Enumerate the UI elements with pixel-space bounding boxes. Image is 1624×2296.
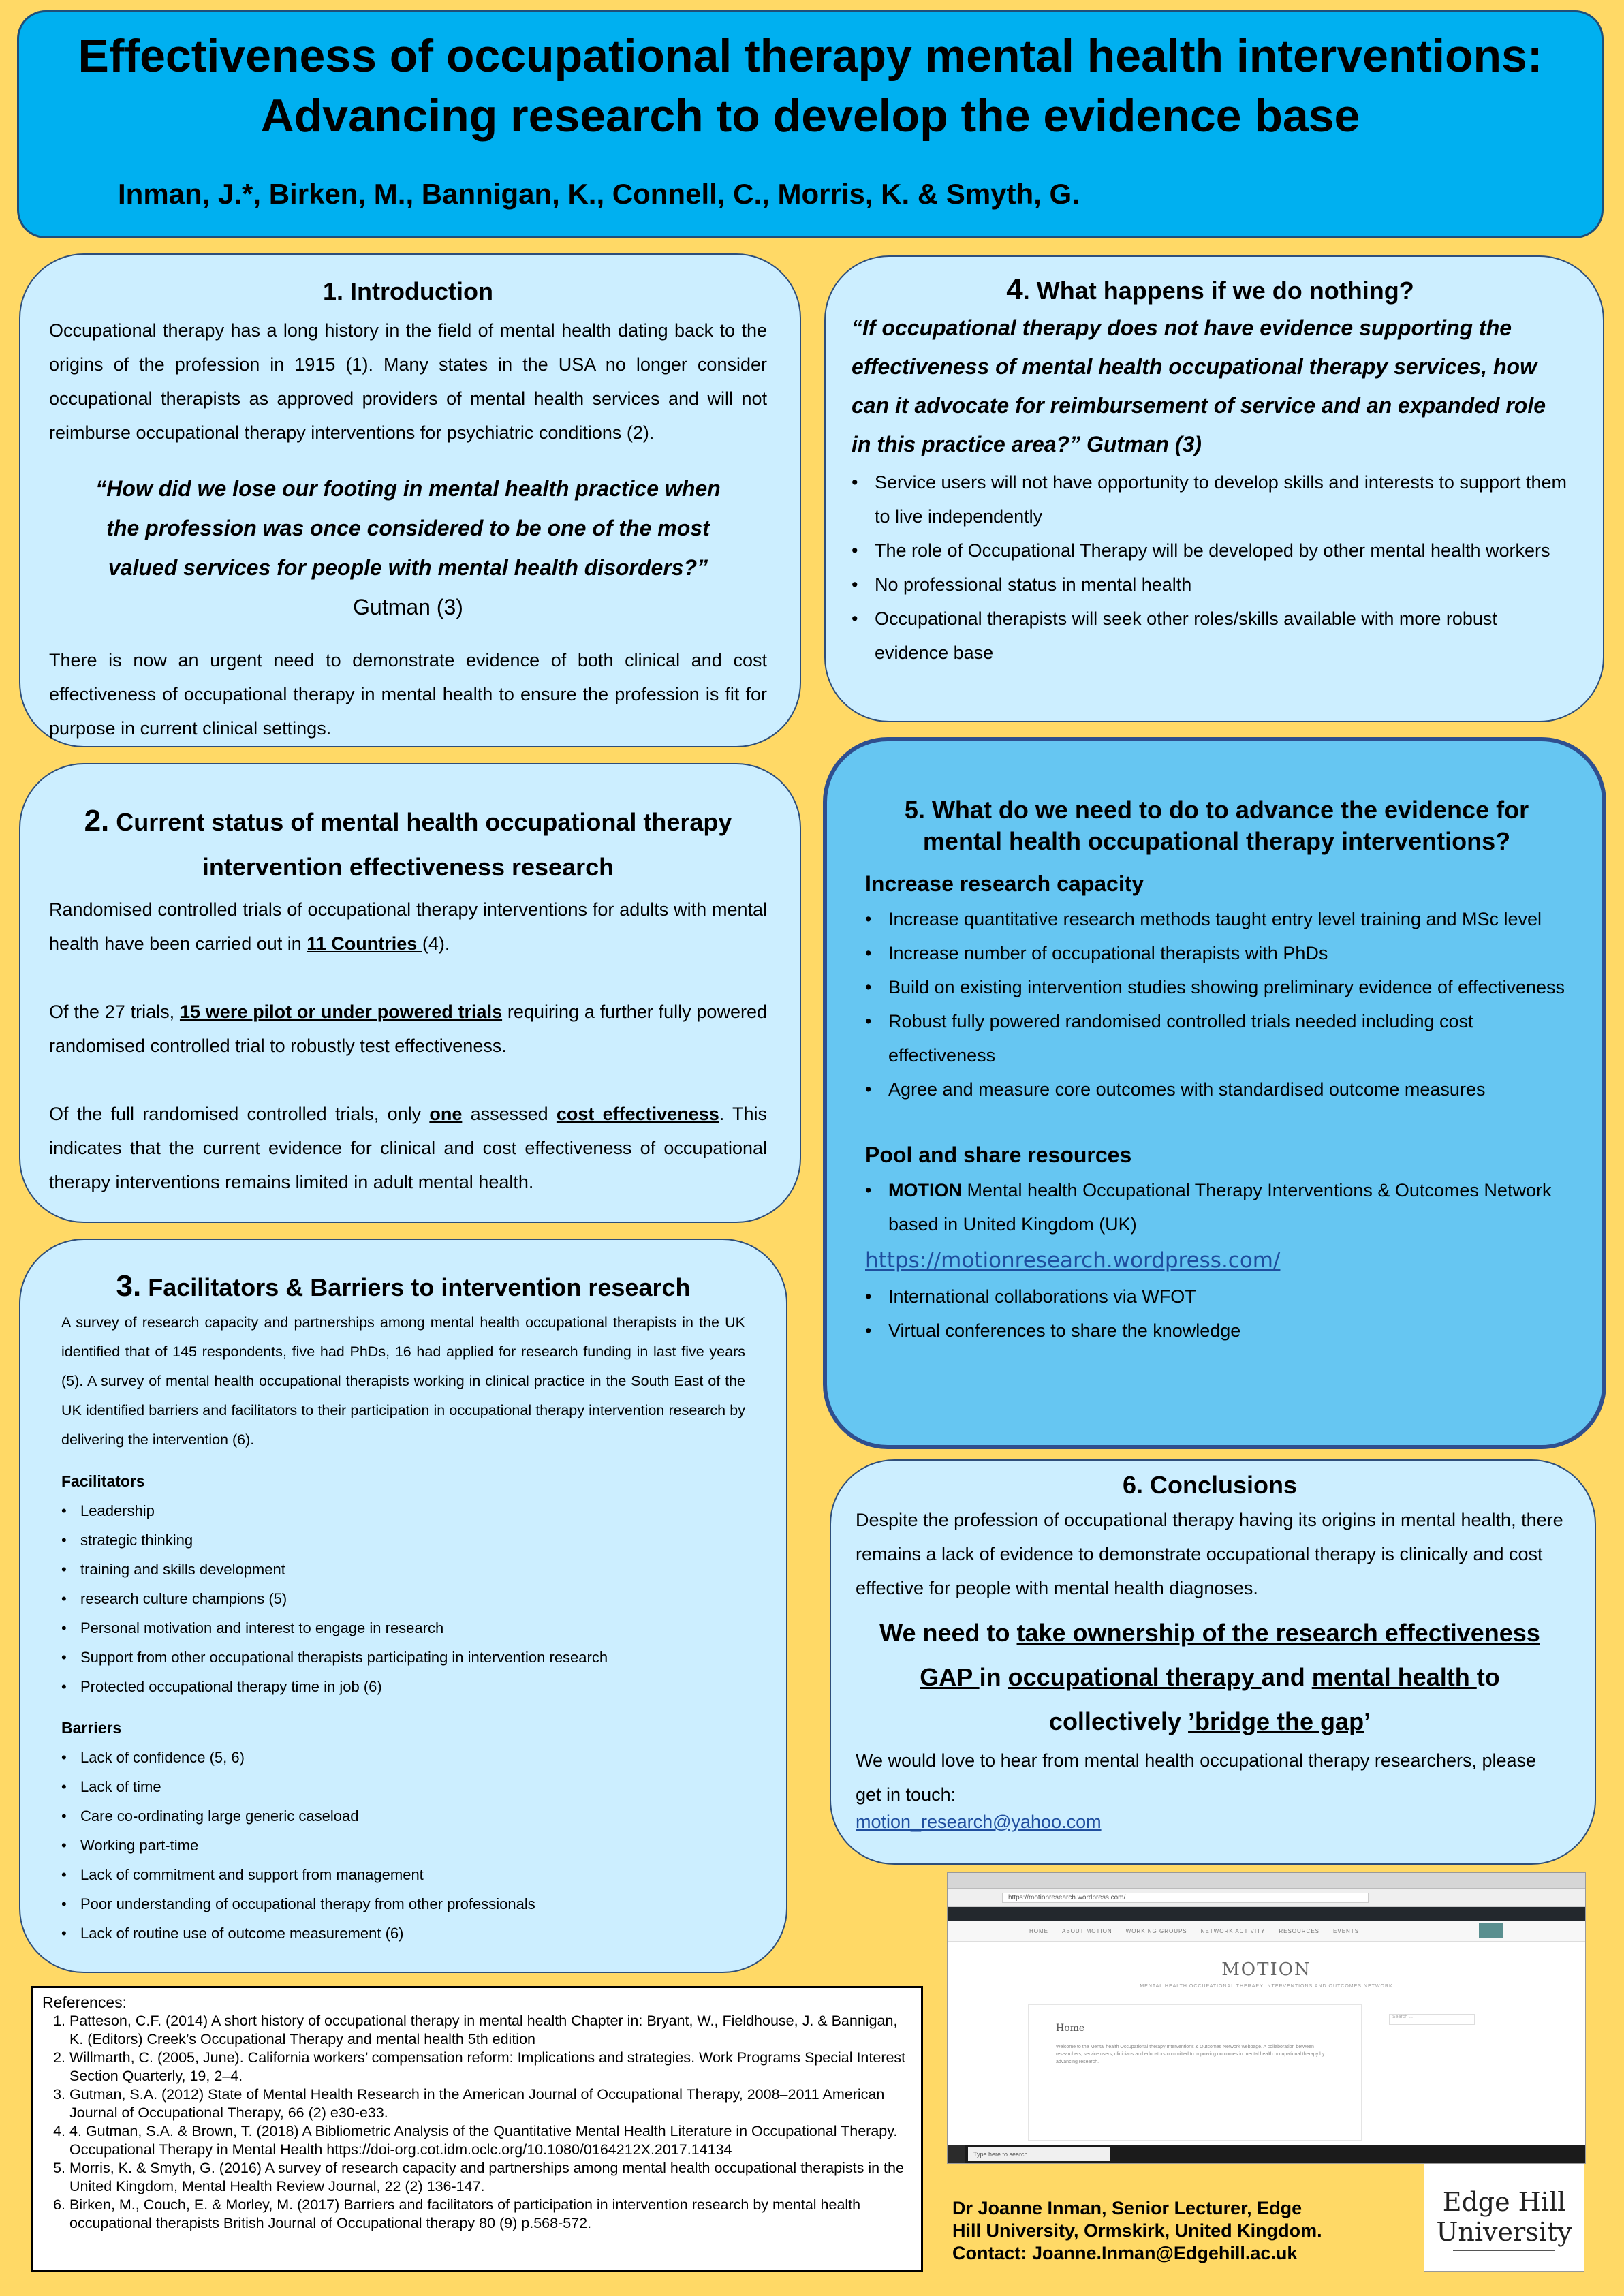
authors: Inman, J.*, Birken, M., Bannigan, K., Connell, C., Morris, K. & Smyth, G. [118, 178, 1080, 210]
list-item: • Agree and measure core outcomes with standardised outcome measures [865, 1072, 1568, 1106]
panel-facilitators-barriers [19, 1239, 787, 1973]
status-paragraph-1: Randomised controlled trials of occupational therapy interventions for adults with mental health have been carried out in 11 Countries (4). [49, 899, 767, 954]
list-item: • No professional status in mental health [852, 568, 1569, 602]
list-item: • Lack of commitment and support from management [61, 1860, 745, 1889]
list-item: • strategic thinking [61, 1525, 745, 1555]
list-item: • Lack of time [61, 1772, 745, 1801]
references-box [31, 1986, 923, 2272]
list-item: • Robust fully powered randomised controlled trials needed including cost effectiveness [865, 1004, 1568, 1072]
contact-email-link[interactable]: motion_research@yahoo.com [856, 1812, 1102, 1832]
list-item: • Lack of confidence (5, 6) [61, 1743, 745, 1772]
list-item: • research culture champions (5) [61, 1584, 745, 1613]
list-item: • training and skills development [61, 1555, 745, 1584]
list-item: • Leadership [61, 1496, 745, 1525]
panel-conclusions [830, 1459, 1596, 1865]
browser-tabbar [948, 1873, 1585, 1889]
introduction-quote: “How did we lose our footing in mental health practice when the profession was once considered to be one of the most valued services for people with mental health disorders?” Gutman (3) [95, 476, 721, 619]
list-item: 2. Willmarth, C. (2005, June). California workers’ compensation reform: Implications and strategies. Work Programs Special Interest Section Quarterly, 19, 2–4. [69, 2049, 911, 2085]
status-paragraph-3: Of the full randomised controlled trials, only one assessed cost effectiveness. This indicates that the current evidence for clinical and cost effectiveness of occupational therapy interventions remains limited in adult mental health. [49, 1104, 767, 1192]
conclusions-title: 6. Conclusions [1122, 1471, 1298, 1499]
list-item: • Build on existing intervention studies showing preliminary evidence of effectiveness [865, 970, 1568, 1004]
list-item: • Care co-ordinating large generic caseload [61, 1801, 745, 1831]
current-status-title: 2. Current status of mental health occupational therapy intervention effectiveness research [84, 804, 732, 881]
list-item: 4. 4. Gutman, S.A. & Brown, T. (2018) A Bibliometric Analysis of the Quantitative Mental Health Literature in Occupational Therapy. Occupational Therapy in Mental Health https://doi-org.cot.idm.oclc.org/10.1080/0164212X.2017.14134 [69, 2122, 911, 2159]
windows-start-icon[interactable] [948, 2145, 965, 2163]
introduction-text: Occupational therapy has a long history in the field of mental health dating back to the origins of the profession in 1915 (1). Many states in the USA no longer consider occupational therapists as approved providers of mental health services and will not reimburse occupational therapy interventions for psychiatric conditions (2). [49, 320, 767, 443]
home-heading: Home [1056, 2023, 1085, 2034]
facilitators-barriers-title: 3. Facilitators & Barriers to intervention research [116, 1269, 691, 1303]
panel-introduction [19, 253, 801, 747]
site-nav-item[interactable]: HOME [1029, 1927, 1048, 1934]
contact-line: Hill University, Ormskirk, United Kingdom. [952, 2220, 1322, 2241]
list-item: • The role of Occupational Therapy will be developed by other mental health workers [852, 533, 1569, 568]
list-item: • Increase quantitative research methods taught entry level training and MSc level [865, 902, 1568, 936]
home-content-card [1028, 2004, 1362, 2141]
website-screenshot [947, 1872, 1586, 2164]
taskbar-search[interactable]: Type here to search [968, 2147, 1110, 2161]
poster-title: Effectiveness of occupational therapy mental health interventions: Advancing research to develop the evidence base [78, 30, 1543, 142]
list-item: • MOTION Mental health Occupational Therapy Interventions & Outcomes Network based in United Kingdom (UK) [865, 1173, 1568, 1241]
do-nothing-title: 4. What happens if we do nothing? [1006, 273, 1414, 306]
pool-resources-list [865, 1173, 1568, 1241]
references-list [42, 2012, 911, 2233]
search-icon[interactable] [1479, 1923, 1503, 1938]
home-text: Welcome to the Mental health Occupational therapy Interventions & Outcomes Network webpage. A collaboration between researchers, service users, clinicians and educators committed to improving outcomes in mental health occupational therapy by advancing research. [1056, 2045, 1325, 2064]
facilitators-intro: A survey of research capacity and partnerships among mental health occupational therapists in the UK identified that of 145 respondents, five had PhDs, 16 had applied for research funding in last five years (5). A survey of mental health occupational therapists working in clinical practice in the South East of the UK identified barriers and facilitators to their participation in occupational therapy intervention research by delivering the intervention (6). [61, 1314, 745, 1448]
site-nav-item[interactable]: RESOURCES [1279, 1927, 1320, 1934]
contact-line: Dr Joanne Inman, Senior Lecturer, Edge [952, 2198, 1302, 2218]
site-nav [948, 1921, 1585, 1942]
motion-website-link[interactable]: https://motionresearch.wordpress.com/ [865, 1248, 1281, 1273]
status-paragraph-2: Of the 27 trials, 15 were pilot or under powered trials requiring a further fully powered randomised controlled trial to robustly test effectiveness. [49, 1002, 767, 1056]
list-item: 1. Patteson, C.F. (2014) A short history of occupational therapy in mental health Chapter in: Bryant, W., Fieldhouse, J. & Bannigan, K. (Editors) Creek’s Occupational Therapy and mental health 5th edition [69, 2012, 911, 2049]
list-item: • Virtual conferences to share the knowledge [865, 1314, 1568, 1348]
list-item: • Occupational therapists will seek other roles/skills available with more robust evidence base [852, 602, 1569, 670]
references-title: References: [42, 1994, 127, 2011]
barriers-list [61, 1743, 745, 1948]
poster-header [17, 10, 1604, 238]
site-subtitle: MENTAL HEALTH OCCUPATIONAL THERAPY INTERVENTIONS AND OUTCOMES NETWORK [1140, 1984, 1393, 1989]
advance-evidence-title: 5. What do we need to do to advance the evidence for mental health occupational therapy interventions? [904, 796, 1529, 855]
research-capacity-list [865, 902, 1568, 1106]
contact-email: Contact: Joanne.Inman@Edgehill.ac.uk [952, 2243, 1298, 2263]
list-item: 5. Morris, K. & Smyth, G. (2016) A survey of research capacity and partnerships among mental health occupational therapists in the United Kingdom, Mental Health Review Journal, 22 (2) 136-147. [69, 2159, 911, 2196]
browser-addressbar [948, 1889, 1585, 1907]
introduction-text-2: There is now an urgent need to demonstrate evidence of both clinical and cost effectiveness of occupational therapy in mental health to ensure the profession is fit for purpose in current clinical settings. [49, 650, 767, 739]
panel-do-nothing [824, 255, 1604, 722]
site-nav-item[interactable]: WORKING GROUPS [1125, 1927, 1187, 1934]
panel-current-status [19, 763, 801, 1223]
list-item: • Poor understanding of occupational therapy from other professionals [61, 1889, 745, 1919]
barriers-heading: Barriers [61, 1719, 122, 1737]
list-item: 6. Birken, M., Couch, E. & Morley, M. (2017) Barriers and facilitators of participation in intervention research by mental health occupational therapists British Journal of Occupational therapy 80 (9) p.568-572. [69, 2196, 911, 2233]
pool-resources-heading: Pool and share resources [865, 1143, 1132, 1167]
list-item: • Increase number of occupational therapists with PhDs [865, 936, 1568, 970]
list-item: • Personal motivation and interest to engage in research [61, 1613, 745, 1643]
facilitators-list [61, 1496, 745, 1701]
conclusions-text: Despite the profession of occupational therapy having its origins in mental health, there remains a lack of evidence to demonstrate occupational therapy is clinically and cost effective for people with mental health diagnoses. [856, 1510, 1563, 1598]
wp-admin-bar [948, 1907, 1585, 1921]
do-nothing-quote: “If occupational therapy does not have evidence supporting the effectiveness of mental health occupational therapy services, how can it advocate for reimbursement of service and an expanded role in this practice area?” Gutman (3) [852, 315, 1546, 456]
site-nav-item[interactable]: EVENTS [1333, 1927, 1360, 1934]
facilitators-heading: Facilitators [61, 1472, 145, 1490]
collaboration-list [865, 1279, 1568, 1348]
research-capacity-heading: Increase research capacity [865, 871, 1144, 896]
do-nothing-list [852, 465, 1569, 670]
sidebar-search[interactable]: Search ... [1389, 2014, 1475, 2025]
list-item: • Service users will not have opportunity to develop skills and interests to support them to live independently [852, 465, 1569, 533]
panel-advance-evidence [823, 737, 1606, 1449]
list-item: • Lack of routine use of outcome measurement (6) [61, 1919, 745, 1948]
site-nav-item[interactable]: ABOUT MOTION [1062, 1927, 1112, 1934]
list-item: • Support from other occupational therapists participating in intervention research [61, 1643, 745, 1672]
list-item: • Protected occupational therapy time in job (6) [61, 1672, 745, 1701]
site-title: MOTION [1221, 1959, 1311, 1980]
list-item: • Working part-time [61, 1831, 745, 1860]
list-item: 3. Gutman, S.A. (2012) State of Mental Health Research in the American Journal of Occupational Therapy, 2008–2011 American Journal of Occupational Therapy, 66 (2) e30-e33. [69, 2085, 911, 2122]
conclusions-contact-text: We would love to hear from mental health occupational therapy researchers, please get in touch: [856, 1750, 1537, 1805]
introduction-title: 1. Introduction [323, 277, 493, 305]
edge-hill-logo: Edge Hill University [1424, 2163, 1584, 2272]
contact-block [952, 2197, 1322, 2265]
windows-taskbar [948, 2145, 1585, 2163]
list-item: • International collaborations via WFOT [865, 1279, 1568, 1314]
conclusions-call-to-action: We need to take ownership of the research effectiveness GAP in occupational therapy and mental health to collectively ’bridge the gap’ [879, 1619, 1540, 1735]
browser-url: https://motionresearch.wordpress.com/ [1002, 1893, 1369, 1903]
site-nav-item[interactable]: NETWORK ACTIVITY [1200, 1927, 1266, 1934]
